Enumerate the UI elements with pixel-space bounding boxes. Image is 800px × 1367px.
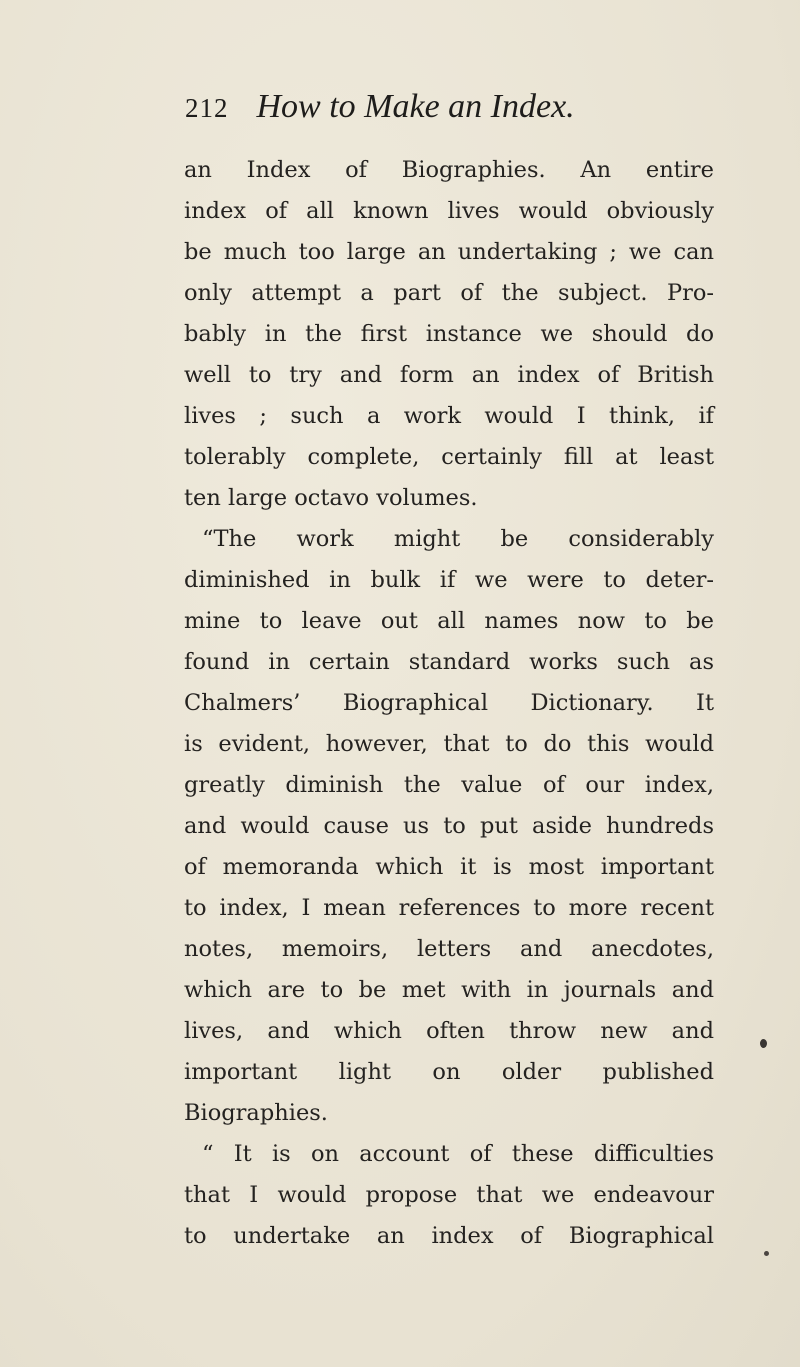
text-line: ten large octavo volumes. [184, 485, 478, 511]
text-line: to undertake an index of Biographical [184, 1223, 714, 1249]
text-line: lives ; such a work would I think, if [184, 403, 714, 429]
text-line: be much too large an undertaking ; we can [184, 239, 714, 265]
text-line: notes, memoirs, letters and anecdotes, [184, 936, 714, 962]
text-line: and would cause us to put aside hundreds [184, 813, 714, 839]
text-line: to index, I mean references to more recent [184, 895, 714, 921]
ink-speck [764, 1251, 769, 1256]
text-line: is evident, however, that to do this would [184, 731, 714, 757]
text-line: important light on older published [184, 1059, 714, 1085]
text-line: mine to leave out all names now to be [184, 608, 714, 634]
text-line: an Index of Biographies. An entire [184, 157, 714, 183]
text-line: well to try and form an index of British [184, 362, 714, 388]
body-text [184, 150, 714, 1257]
text-line: “ It is on account of these difficulties [202, 1141, 714, 1167]
page-header [185, 88, 745, 138]
text-line: greatly diminish the value of our index, [184, 772, 714, 798]
text-line: tolerably complete, certainly fill at least [184, 444, 714, 470]
text-line: found in certain standard works such as [184, 649, 714, 675]
text-line: Biographies. [184, 1100, 328, 1126]
text-line: bably in the first instance we should do [184, 321, 714, 347]
ink-speck [760, 1039, 767, 1048]
text-line: only attempt a part of the subject. Pro- [184, 280, 714, 306]
text-line: “The work might be considerably [202, 526, 714, 552]
text-line: of memoranda which it is most important [184, 854, 714, 880]
text-line: index of all known lives would obviously [184, 198, 714, 224]
text-line: Chalmers’ Biographical Dictionary. It [184, 690, 714, 716]
text-line: that I would propose that we endeavour [184, 1182, 714, 1208]
running-title: How to Make an Index. [256, 88, 575, 125]
text-line: lives, and which often throw new and [184, 1018, 714, 1044]
page-number: 212 [185, 93, 229, 123]
text-line: diminished in bulk if we were to deter- [184, 567, 714, 593]
text-line: which are to be met with in journals and [184, 977, 714, 1003]
